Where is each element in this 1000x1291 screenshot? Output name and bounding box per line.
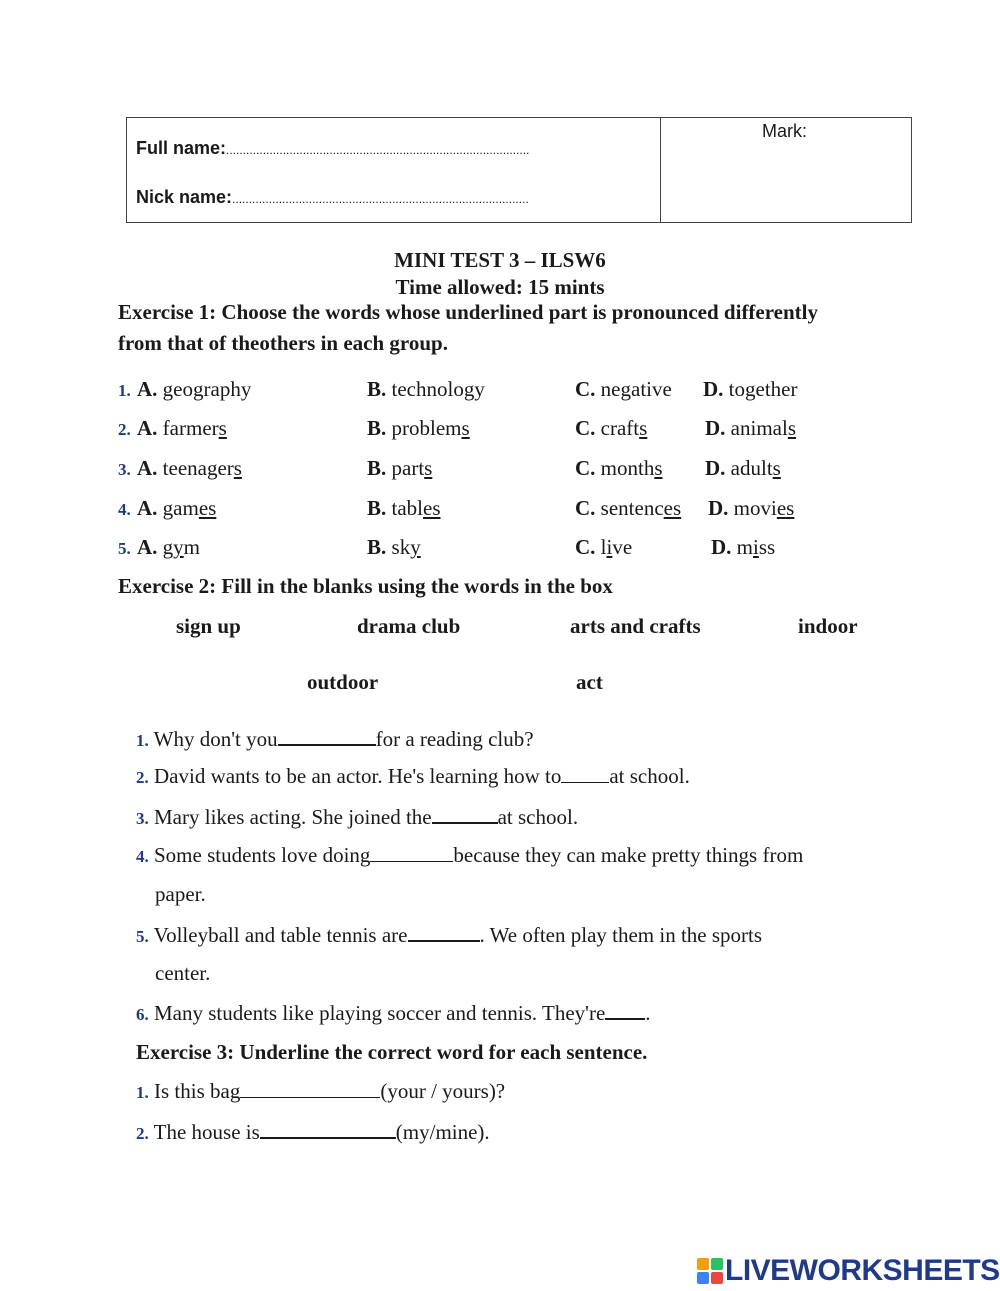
option-letter: C.	[575, 377, 596, 401]
item-number: 5.	[136, 927, 149, 946]
option-word: y	[474, 377, 485, 401]
underlined-part: es	[776, 496, 795, 520]
answer-blank[interactable]	[408, 922, 480, 942]
option-b[interactable]	[367, 456, 432, 481]
underlined-part: s	[218, 416, 227, 440]
option-letter: D.	[703, 377, 724, 401]
option-c[interactable]	[575, 496, 681, 521]
option-c[interactable]	[575, 377, 672, 402]
underlined-part: s	[639, 416, 648, 440]
ex3-item	[136, 1079, 505, 1104]
logo-blocks-icon	[697, 1258, 723, 1284]
time-allowed: Time allowed: 15 mints	[395, 275, 605, 299]
full-name-dots: ...........................................................................................	[226, 143, 530, 157]
ex2-item-cont: paper.	[155, 882, 206, 906]
item-number: 4.	[118, 500, 131, 519]
box-word: indoor	[798, 614, 858, 638]
underlined-part: s	[461, 416, 470, 440]
item-text: Is this bag	[154, 1079, 241, 1103]
nick-name-label: Nick name:	[136, 187, 233, 207]
option-word: problem	[391, 416, 462, 440]
item-text: Many students like playing soccer and tennis. They're	[154, 1001, 606, 1025]
underlined-part: y	[173, 535, 184, 559]
underlined-part: s	[424, 456, 433, 480]
underlined-part: y	[410, 535, 421, 559]
item-text: because they can make pretty things from	[453, 843, 804, 867]
option-letter: D.	[705, 456, 726, 480]
underlined-part: g	[745, 377, 756, 401]
option-letter: C.	[575, 416, 596, 440]
option-a[interactable]	[137, 496, 216, 521]
option-c[interactable]	[575, 535, 632, 560]
option-word: animal	[730, 416, 788, 440]
mark-label: Mark:	[762, 121, 807, 141]
item-text: .	[645, 1001, 651, 1025]
item-number: 1.	[136, 1083, 149, 1102]
option-a[interactable]	[137, 416, 227, 441]
ex1-heading-line2: from that of theothers in each group.	[118, 331, 448, 355]
answer-blank[interactable]	[605, 1000, 645, 1020]
item-text: (my/mine).	[395, 1120, 490, 1144]
ex2-item	[136, 922, 762, 948]
underlined-part: g	[620, 377, 631, 401]
box-word: arts and crafts	[570, 614, 701, 638]
option-b[interactable]	[367, 535, 421, 560]
item-number: 2.	[136, 768, 149, 787]
option-letter: A.	[137, 496, 158, 520]
box-word: drama club	[357, 614, 461, 638]
item-text: Why don't you	[153, 727, 278, 751]
option-letter: D.	[711, 535, 732, 559]
option-letter: A.	[137, 416, 158, 440]
underlined-part: s	[654, 456, 663, 480]
option-c[interactable]	[575, 416, 647, 441]
item-text: . We often play them in the sports	[479, 923, 763, 947]
logo-text: LIVEWORKSHEETS	[725, 1254, 1000, 1287]
answer-blank[interactable]	[370, 843, 453, 862]
ex2-item	[136, 764, 690, 789]
option-letter: A.	[137, 377, 158, 401]
full-name-label: Full name:	[136, 138, 227, 158]
option-word: m	[736, 535, 754, 559]
item-number: 3.	[118, 460, 131, 479]
option-d[interactable]	[703, 377, 798, 402]
option-word: geo	[162, 377, 193, 401]
option-b[interactable]	[367, 496, 441, 521]
box-word: act	[576, 670, 603, 694]
option-word: movi	[733, 496, 777, 520]
item-text: at school.	[497, 805, 579, 829]
item-text: for a reading club?	[375, 727, 534, 751]
answer-blank[interactable]	[240, 1079, 380, 1098]
option-word: raphy	[203, 377, 252, 401]
header-divider	[660, 117, 661, 223]
liveworksheets-logo[interactable]	[697, 1254, 1000, 1288]
option-letter: C.	[575, 456, 596, 480]
ex2-heading: Exercise 2: Fill in the blanks using the words in the box	[118, 574, 613, 598]
answer-blank[interactable]	[260, 1119, 396, 1139]
option-word: craft	[600, 416, 640, 440]
item-number: 2.	[136, 1124, 149, 1143]
nick-name-dots: .........................................................................................	[232, 192, 529, 206]
option-a[interactable]	[137, 456, 242, 481]
option-word: g	[162, 535, 174, 559]
option-b[interactable]	[367, 377, 485, 402]
nick-name-field[interactable]	[136, 187, 529, 208]
option-word: ss	[758, 535, 776, 559]
underlined-part: es	[663, 496, 682, 520]
option-word: ative	[631, 377, 672, 401]
option-word: ether	[755, 377, 798, 401]
item-number: 4.	[136, 847, 149, 866]
underlined-part: i	[606, 535, 613, 559]
item-number: 3.	[136, 809, 149, 828]
option-letter: B.	[367, 377, 387, 401]
item-text: (your / yours)?	[380, 1079, 506, 1103]
answer-blank[interactable]	[561, 764, 609, 783]
box-word: sign up	[176, 614, 241, 638]
option-word: sk	[391, 535, 411, 559]
underlined-part: s	[233, 456, 242, 480]
option-a[interactable]	[137, 377, 251, 402]
item-number: 1.	[118, 381, 131, 400]
option-word: ve	[612, 535, 633, 559]
ex1-heading-line1: Exercise 1: Choose the words whose underlined part is pronounced differently	[118, 300, 819, 324]
box-word: outdoor	[307, 670, 379, 694]
answer-blank[interactable]	[278, 726, 376, 746]
option-word: farmer	[162, 416, 219, 440]
option-d[interactable]	[705, 456, 781, 481]
underlined-part: es	[423, 496, 441, 520]
ex3-item	[136, 1119, 490, 1145]
ex2-item	[136, 1000, 651, 1026]
option-word: teenager	[162, 456, 234, 480]
item-text: Some students love doing	[154, 843, 371, 867]
underlined-part: es	[198, 496, 217, 520]
mark-box[interactable]	[662, 118, 911, 222]
item-number: 2.	[118, 420, 131, 439]
option-word: tabl	[391, 496, 424, 520]
option-a[interactable]	[137, 535, 200, 560]
option-word: adult	[730, 456, 773, 480]
option-letter: D.	[708, 496, 729, 520]
option-letter: C.	[575, 535, 596, 559]
underlined-part: s	[772, 456, 781, 480]
item-text: Mary likes acting. She joined the	[154, 805, 432, 829]
option-d[interactable]	[711, 535, 775, 560]
option-word: gam	[162, 496, 199, 520]
item-text: The house is	[153, 1120, 260, 1144]
option-word: technolo	[391, 377, 464, 401]
answer-blank[interactable]	[432, 804, 498, 824]
option-word: sentenc	[600, 496, 664, 520]
underlined-part: g	[193, 377, 204, 401]
ex2-item	[136, 726, 534, 752]
option-letter: A.	[137, 456, 158, 480]
option-b[interactable]	[367, 416, 470, 441]
option-d[interactable]	[705, 416, 796, 441]
option-letter: B.	[367, 456, 387, 480]
item-number: 1.	[136, 731, 149, 750]
option-d[interactable]	[708, 496, 794, 521]
option-letter: C.	[575, 496, 596, 520]
item-number: 6.	[136, 1005, 149, 1024]
option-word: m	[183, 535, 201, 559]
option-letter: D.	[705, 416, 726, 440]
item-text: at school.	[609, 764, 690, 788]
full-name-field[interactable]	[136, 138, 529, 159]
page-title: MINI TEST 3 – ILSW6	[394, 248, 606, 272]
ex2-item	[136, 843, 803, 868]
option-word: part	[391, 456, 425, 480]
item-text: Volleyball and table tennis are	[153, 923, 408, 947]
option-word: month	[600, 456, 655, 480]
option-word: to	[728, 377, 746, 401]
underlined-part: s	[787, 416, 797, 440]
option-letter: B.	[367, 496, 387, 520]
option-word: ne	[600, 377, 621, 401]
ex3-heading: Exercise 3: Underline the correct word for each sentence.	[136, 1040, 648, 1064]
option-c[interactable]	[575, 456, 663, 481]
option-letter: B.	[367, 416, 387, 440]
item-text: David wants to be an actor. He's learning how to	[154, 764, 562, 788]
underlined-part: i	[753, 535, 759, 559]
underlined-part: g	[463, 377, 475, 401]
option-letter: B.	[367, 535, 387, 559]
ex2-item	[136, 804, 578, 830]
option-word: l	[600, 535, 607, 559]
item-number: 5.	[118, 539, 131, 558]
option-letter: A.	[137, 535, 158, 559]
ex2-item-cont: center.	[155, 961, 211, 985]
